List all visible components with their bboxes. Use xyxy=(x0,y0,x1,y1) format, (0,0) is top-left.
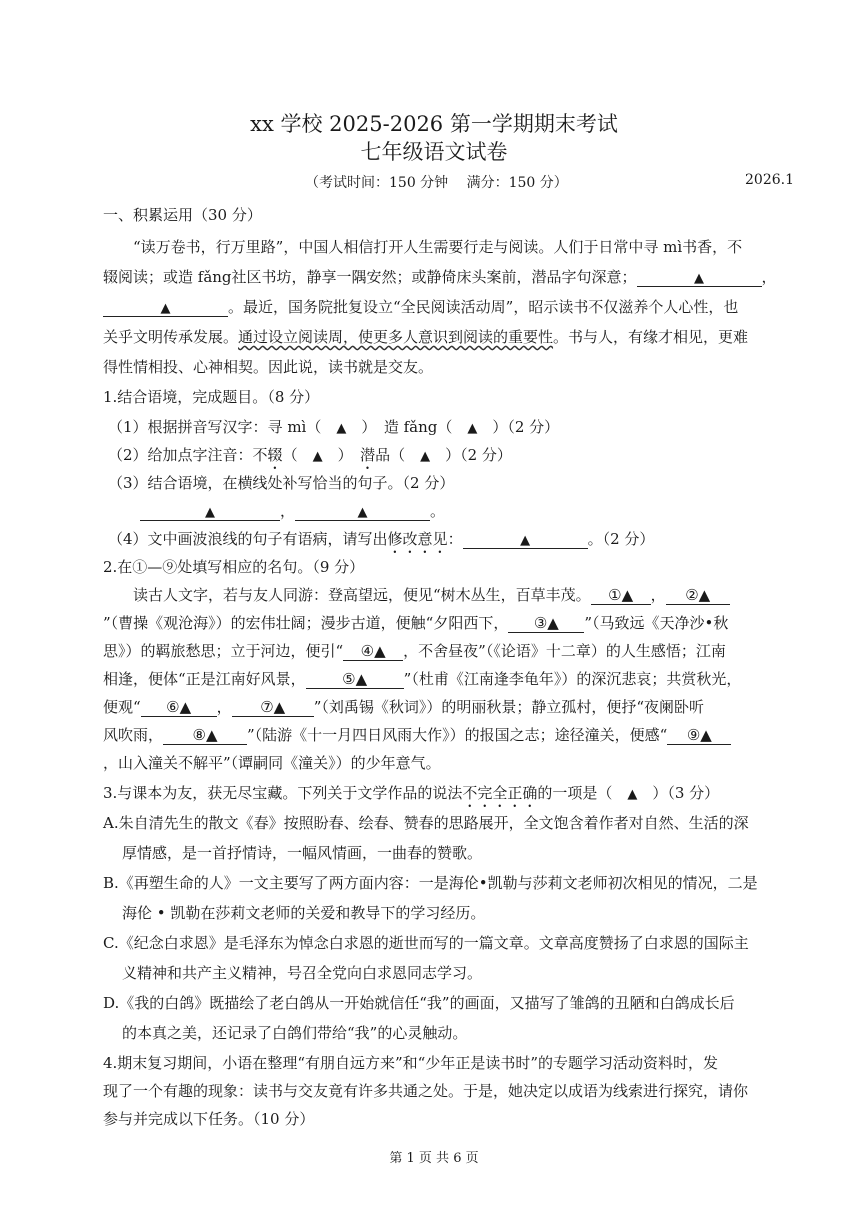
passage-text: 辍阅读；或造 fǎng社区书坊，静享一隅安然；或静倚床头案前，潜品字句深意； xyxy=(103,268,637,286)
question-4-stem: 4.期末复习期间，小语在整理“有朋自远方来”和“少年正是读书时”的专题学习活动资料时，发 xyxy=(103,1054,718,1072)
q-text: （1）根据拼音写汉字：寻 mì（ xyxy=(108,418,337,436)
q-text: （ xyxy=(282,446,313,464)
passage-text: ， xyxy=(761,268,777,286)
passage-line xyxy=(103,266,777,287)
option-d[interactable]: D.《我的白鸽》既描绘了老白鸽从一开始就信任“我”的画面，又描写了雏鸽的丑陋和白鸽成长后 xyxy=(103,994,735,1012)
q-text: 思》）的羁旅愁思；立于河边，便引“ xyxy=(103,642,344,660)
answer-blank-2[interactable]: ②▲ xyxy=(666,586,730,605)
q-text: ）（3 分） xyxy=(637,784,720,802)
q2-line xyxy=(133,584,803,605)
passage-line: “读万卷书，行万里路”，中国人相信打开人生需要行走与阅读。人们于日常中寻 mì书香，不 xyxy=(133,238,743,256)
q1-sub2 xyxy=(108,444,778,473)
q-text: 的一项是（ xyxy=(537,784,628,802)
wavy-sentence: 通过设立阅读周，使更多人意识到阅读的重要性 xyxy=(238,328,554,346)
answer-blank[interactable] xyxy=(295,502,430,521)
answer-blank-7[interactable]: ⑦▲ xyxy=(232,698,314,717)
answer-mark[interactable]: ▲ xyxy=(627,787,638,802)
answer-mark: ▲ xyxy=(205,505,215,520)
answer-blank-4[interactable]: ④▲ xyxy=(343,642,403,661)
q-text: 3.与课本为友，获无尽宝藏。下列关于文学作品的说法 xyxy=(103,784,463,802)
answer-blank-6[interactable]: ⑥▲ xyxy=(141,698,217,717)
answer-blank[interactable] xyxy=(637,268,762,287)
answer-mark[interactable]: ▲ xyxy=(420,449,431,464)
q-text: ”（杜甫《江南逢李龟年》）的深沉悲哀；共赏秋光， xyxy=(403,670,742,688)
q-text: ”（陆游《十一月四日风雨大作》）的报国之志；途径潼关，便感“ xyxy=(247,726,668,744)
option-b-cont: 海伦 • 凯勒在莎莉文老师的关爱和教导下的学习经历。 xyxy=(122,904,486,922)
passage-line xyxy=(103,326,773,347)
q-text: ，不舍昼夜”（《论语》十二章）的人生感悟；江南 xyxy=(403,642,726,660)
q-text: 。 xyxy=(430,502,446,520)
exam-date: 2026.1 xyxy=(745,172,794,188)
q-text: 。（2 分） xyxy=(587,530,655,548)
exam-title: xx 学校 2025-2026 第一学期期末考试 xyxy=(250,112,618,136)
question-2-stem: 2.在①—⑨处填写相应的名句。（9 分） xyxy=(103,558,365,576)
answer-blank[interactable] xyxy=(463,530,588,549)
question-3-stem xyxy=(103,782,773,811)
q2-line xyxy=(103,612,773,633)
q1-sub3: （3）结合语境，在横线处补写恰当的句子。（2 分） xyxy=(108,474,455,492)
q-text: ） 造 fǎng（ xyxy=(346,418,468,436)
option-d-cont: 的本真之美，还记录了白鸽们带给“我”的心灵触动。 xyxy=(122,1024,468,1042)
q-text: ”（刘禹锡《秋词》）的明丽秋景；静立孤村，便抒“夜阑卧听 xyxy=(313,698,705,716)
dotted-char: 辍 xyxy=(267,446,283,464)
option-c[interactable]: C.《纪念白求恩》是毛泽东为悼念白求恩的逝世而写的一篇文章。文章高度赞扬了白求恩的国际主 xyxy=(103,934,749,952)
q-text: ）（2 分） xyxy=(430,446,512,464)
answer-blank[interactable] xyxy=(103,298,228,317)
answer-blank[interactable] xyxy=(140,502,280,521)
answer-blank-1[interactable]: ①▲ xyxy=(591,586,651,605)
q-text: ）（2 分） xyxy=(477,418,560,436)
dotted-text: 修改意见 xyxy=(387,530,448,548)
exam-meta: （考试时间：150 分钟 满分：150 分） xyxy=(305,175,568,191)
answer-mark: ▲ xyxy=(160,301,171,316)
passage-text: 。书与人，有缘才相见，更难 xyxy=(553,328,749,346)
answer-mark: ▲ xyxy=(694,271,705,286)
q-text: 相逢，便体“正是江南好风景， xyxy=(103,670,306,688)
answer-blank-5[interactable]: ⑤▲ xyxy=(306,670,404,689)
q2-line: ，山入潼关不解平”（谭嗣同《潼关》）的少年意气。 xyxy=(103,754,441,772)
question-4-line: 参与并完成以下任务。（10 分） xyxy=(103,1110,315,1128)
q-text: ”（马致远《天净沙•秋 xyxy=(584,614,729,632)
q-text: 读古人文字，若与友人同游：登高望远，便见“树木丛生，百草丰茂。 xyxy=(133,586,591,604)
q-text: 风吹雨， xyxy=(103,726,164,744)
option-b[interactable]: B.《再塑生命的人》一文主要写了两方面内容：一是海伦•凯勒与莎莉文老师初次相见的情况，二是 xyxy=(103,874,758,892)
question-1-stem: 1.结合语境，完成题目。（8 分） xyxy=(103,388,320,406)
q-text: ： xyxy=(447,530,463,548)
q-text: ， xyxy=(280,502,296,520)
answer-blank-3[interactable]: ③▲ xyxy=(508,614,584,633)
option-c-cont: 义精神和共产主义精神，号召全党向白求恩同志学习。 xyxy=(122,964,483,982)
q-text: 便观“ xyxy=(103,698,141,716)
q-text: ， xyxy=(650,586,666,604)
passage-line xyxy=(103,296,773,317)
q2-line xyxy=(103,668,773,689)
section-heading: 一、积累运用（30 分） xyxy=(103,206,262,224)
option-a-cont: 厚情感，是一首抒情诗，一幅风情画，一曲春的赞歌。 xyxy=(122,844,483,862)
q-text: ”（曹操《观沧海》）的宏伟壮阔；漫步古道，便触“夕阳西下， xyxy=(103,614,509,632)
passage-line: 得性情相投、心神相契。因此说，读书就是交友。 xyxy=(103,358,434,376)
answer-blank-8[interactable]: ⑧▲ xyxy=(163,726,247,745)
answer-mark[interactable]: ▲ xyxy=(312,449,323,464)
answer-mark: ▲ xyxy=(357,505,368,520)
page-footer: 第 1 页 共 6 页 xyxy=(389,1151,479,1166)
q1-sub1 xyxy=(108,416,778,437)
q2-line xyxy=(103,640,773,661)
answer-mark: ▲ xyxy=(520,533,531,548)
option-a[interactable]: A.朱自清先生的散文《春》按照盼春、绘春、赞春的思路展开，全文饱含着作者对自然、生活的深 xyxy=(103,814,749,832)
q2-line xyxy=(103,696,773,717)
q1-sub4 xyxy=(108,528,778,557)
q-text: 品（ xyxy=(375,446,421,464)
passage-text: 。最近，国务院批复设立“全民阅读活动周”，昭示读书不仅滋养个人心性，也 xyxy=(228,298,739,316)
dotted-char: 潜 xyxy=(360,446,376,464)
q1-sub3-blanks xyxy=(140,500,810,521)
question-4-line: 现了一个有趣的现象：读书与交友竟有许多共通之处。于是，她决定以成语为线索进行探究，请你 xyxy=(103,1082,749,1100)
q-text: （2）给加点字注音：不 xyxy=(108,446,268,464)
q2-line xyxy=(103,724,773,745)
exam-subtitle: 七年级语文试卷 xyxy=(360,140,508,164)
q-text: ） xyxy=(322,446,361,464)
answer-mark[interactable]: ▲ xyxy=(336,421,347,436)
answer-mark[interactable]: ▲ xyxy=(467,421,478,436)
dotted-text: 不完全正确 xyxy=(462,784,538,802)
passage-text: 关乎文明传承发展。 xyxy=(103,328,239,346)
q-text: （4）文中画波浪线的句子有语病，请写出 xyxy=(108,530,388,548)
answer-blank-9[interactable]: ⑨▲ xyxy=(667,726,731,745)
q-text: ， xyxy=(216,698,232,716)
